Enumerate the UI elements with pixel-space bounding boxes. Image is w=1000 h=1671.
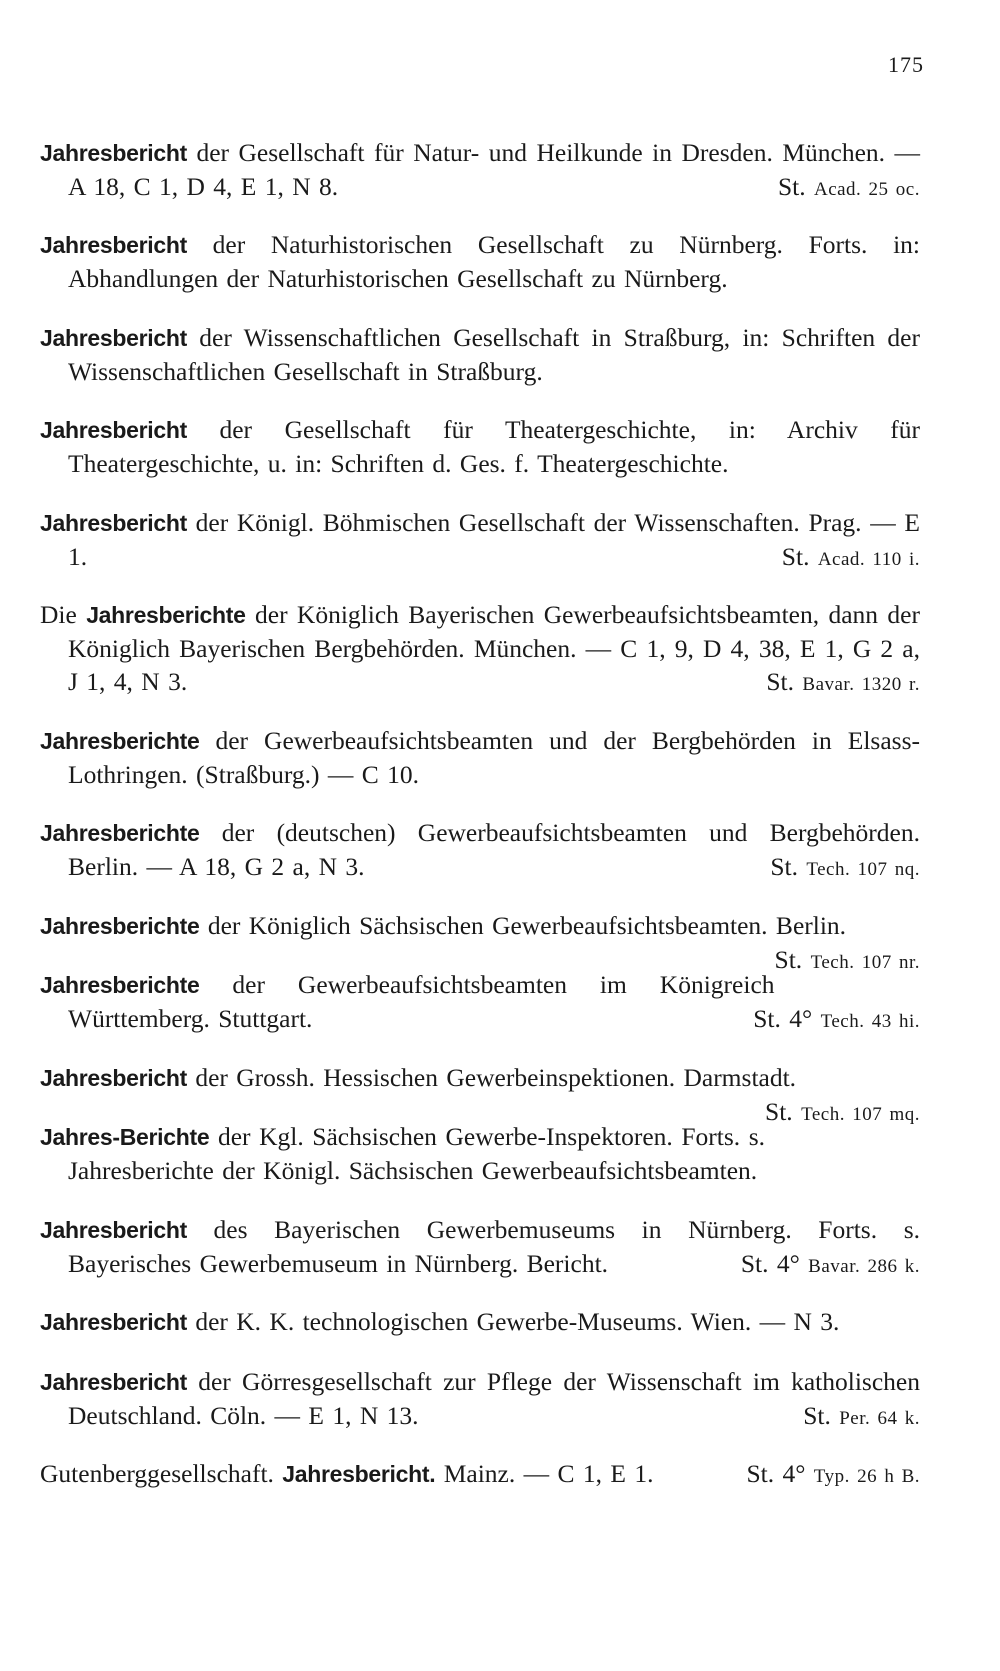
shelf-mark-main: St. [774,944,803,974]
bibliographic-entry [40,909,920,974]
entry-text: der K. K. technologischen Gewerbe-Museums. Wien. — N 3. [186,1307,840,1336]
entry-text: der (deutschen) Gewerbeaufsichtsbeamten und Bergbehörden. Berlin. — A 18, G 2 a, N 3. [68,818,920,881]
entry-text: der Gesellschaft für Theatergeschichte, in: Archiv für Theatergeschichte, u. in: Schriften d. Ges. f. Theatergeschichte. [68,415,920,478]
entry-keyword: Jahresbericht [40,417,187,443]
shelf-mark [770,850,920,886]
shelf-mark-detail: Per. 64 k. [839,1407,920,1429]
shelf-mark-detail: Acad. 25 oc. [813,178,920,200]
entry-text: der Naturhistorischen Gesellschaft zu Nürnberg. Forts. in: Abhandlungen der Naturhistorischen Gesellschaft zu Nürnberg. [68,230,920,293]
bibliographic-entry [40,413,920,480]
bibliographic-entry [40,228,920,295]
shelf-mark-main: St. [766,667,795,696]
entry-text: der Königl. Böhmischen Gesellschaft der Wissenschaften. Prag. — E 1. [68,507,920,571]
entry-text: der Gewerbeaufsichtsbeamten und der Bergbehörden in Elsass-Lothringen. (Straßburg.) — C 10. [68,725,920,789]
shelf-mark-main: St. 4° [740,1248,800,1278]
entry-keyword: Jahresbericht [40,509,187,536]
bibliographic-entry [40,1457,920,1491]
entry-text: der Königlich Sächsischen Gewerbeaufsichtsbeamten. Berlin. [199,910,847,940]
entry-keyword: Jahresbericht [40,1368,187,1395]
shelf-mark [746,1457,920,1493]
shelf-mark [766,665,920,701]
shelf-mark-detail: Typ. 26 h B. [813,1466,920,1487]
bibliographic-entry [40,506,920,573]
shelf-mark-main: St. [770,852,798,881]
entry-text: der Königlich Bayerischen Gewerbeaufsichtsbeamten, dann der Königlich Bayerischen Bergbehörden. München. — C 1, 9, D 4, 38, E 1, G 2 a, J 1, 4, N 3. [68,600,920,696]
entry-keyword: Jahresberichte [40,972,200,998]
entry-keyword: Jahresberichte [40,912,200,939]
bibliographic-entry [40,598,920,698]
entry-keyword: Jahresbericht. [282,1461,436,1487]
entry-keyword: Jahresbericht [40,1064,187,1091]
entry-text: der Gewerbeaufsichtsbeamten im Königreich Württemberg. Stuttgart. [68,970,775,1033]
shelf-mark-detail: Tech. 107 nr. [810,951,920,973]
bibliographic-entry [40,321,920,388]
entry-text: Mainz. — C 1, E 1. [435,1459,654,1488]
bibliographic-entry [40,724,920,791]
bibliographic-entry [40,1213,920,1280]
shelf-mark-detail: Bavar. 1320 r. [802,674,920,695]
page-number: 175 [888,52,924,77]
shelf-mark [803,1399,920,1435]
shelf-mark-main: St. [765,1096,793,1126]
bibliographic-entry [40,1061,920,1126]
bibliographic-entry [40,1365,920,1432]
entry-text: der Wissenschaftlichen Gesellschaft in Straßburg, in: Schriften der Wissenschaftlichen Gesellschaft in Straßburg. [68,322,920,386]
shelf-mark [775,943,920,979]
shelf-mark-main: St. 4° [753,1004,813,1033]
entry-keyword: Jahresbericht [40,1309,187,1335]
entry-keyword: Jahresberichte [40,727,200,754]
entry-list [40,110,920,1501]
shelf-mark-detail: Tech. 107 mq. [801,1103,920,1125]
shelf-mark-main: St. 4° [746,1459,806,1488]
entry-text: der Gesellschaft für Natur- und Heilkunde in Dresden. München. — A 18, C 1, D 4, E 1, N 8. [68,137,920,201]
shelf-mark [782,540,920,576]
shelf-mark-main: St. [777,171,806,201]
shelf-mark-detail: Acad. 110 i. [817,548,920,570]
shelf-mark-main: St. [781,541,810,571]
shelf-mark-detail: Tech. 43 hi. [820,1011,920,1032]
entry-keyword: Jahres-Berichte [40,1124,210,1150]
entry-keyword: Jahresberichte [86,602,246,628]
shelf-mark [741,1247,920,1283]
shelf-mark [765,1095,920,1131]
shelf-mark-main: St. [803,1400,831,1430]
entry-text: der Görresgesellschaft zur Pflege der Wissenschaft im katholischen Deutschland. Cöln. — E 1, N 13. [68,1366,920,1430]
entry-keyword: Jahresbericht [40,139,187,166]
entry-keyword: Jahresbericht [40,232,187,258]
entry-prefix: Die [40,600,87,629]
entry-text: des Bayerischen Gewerbemuseums in Nürnberg. Forts. s. Bayerisches Gewerbemuseum in Nürnberg. Bericht. [68,1214,920,1278]
entry-keyword: Jahresbericht [40,324,187,351]
bibliographic-entry [40,1305,920,1339]
entry-text: der Kgl. Sächsischen Gewerbe-Inspektoren. Forts. s. Jahresberichte der Königl. Sächsischen Gewerbeaufsichtsbeamten. [68,1122,766,1185]
bibliographic-entry [40,816,920,883]
entry-text: der Grossh. Hessischen Gewerbeinspektionen. Darmstadt. [186,1062,797,1092]
shelf-mark-detail: Tech. 107 nq. [806,859,920,880]
bibliographic-entry [40,136,920,203]
entry-keyword: Jahresbericht [40,1216,187,1243]
shelf-mark [778,170,920,206]
shelf-mark [753,1002,920,1038]
entry-keyword: Jahresberichte [40,820,200,846]
entry-prefix: Gutenberggesellschaft. [40,1459,283,1488]
shelf-mark-detail: Bavar. 286 k. [808,1255,920,1277]
